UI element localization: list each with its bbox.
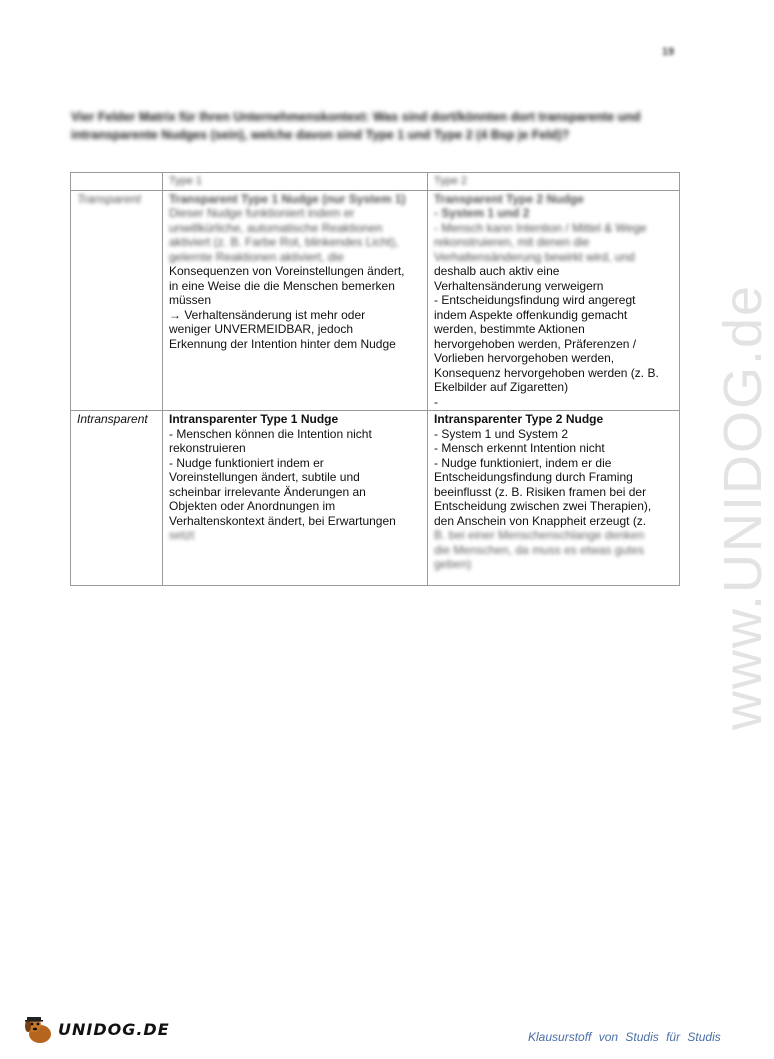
cell-line: - System 1 und System 2: [434, 426, 569, 441]
logo-text: UNIDOG.DE: [58, 1019, 170, 1039]
watermark: www.UNIDOG.de: [713, 283, 773, 730]
cell-line: Vorlieben hervorgehoben werden,: [434, 351, 615, 365]
cell-transparent-type1: [163, 190, 428, 411]
row-transparent: [71, 190, 680, 411]
cell-line: unwillkürliche, automatische Reaktionen: [169, 220, 383, 235]
cell-line: Dieser Nudge funktioniert indem er: [169, 206, 355, 220]
header-type-1: Type 1: [163, 173, 428, 191]
spacer: [169, 543, 421, 555]
spacer: [169, 555, 421, 567]
cell-line: werden, bestimmte Aktionen: [434, 322, 585, 336]
cell-line: Verhaltensänderung bewirkt wird, und: [434, 249, 635, 264]
cell-line: Verhaltenskontext ändert, bei Erwartungen: [169, 513, 396, 528]
cell-line: - Mensch erkennt Intention nicht: [434, 441, 605, 455]
cell-line: rekonstruieren: [169, 441, 246, 455]
cell-line: → Verhaltensänderung ist mehr oder: [169, 307, 366, 322]
cell-line: -: [434, 394, 438, 409]
dog-icon: [22, 1012, 56, 1046]
cell-line: - Nudge funktioniert, indem er die: [434, 455, 612, 470]
cell-line: Konsequenzen von Voreinstellungen ändert,: [169, 264, 405, 278]
blurred-block: [169, 192, 421, 265]
header-row: [71, 173, 680, 191]
spacer: [434, 572, 673, 584]
cell-line: Objekten oder Anordnungen im: [169, 499, 336, 513]
cell-line: Voreinstellungen ändert, subtile und: [169, 470, 360, 484]
cell-line: Entscheidung zwischen zwei Therapien),: [434, 499, 652, 513]
cell-line: - Menschen können die Intention nicht: [169, 426, 372, 441]
unidog-logo: [22, 1012, 170, 1046]
page-number: 19: [662, 46, 675, 58]
cell-line: Verhaltensänderung verweigern: [434, 278, 604, 293]
cell-line: gelernte Reaktionen aktiviert, die: [169, 249, 344, 264]
cell-line: Erkennung der Intention hinter dem Nudge: [169, 336, 396, 351]
cell-line: geben): [434, 557, 472, 571]
footer-slogan: Klausurstoff von Studis für Studis: [528, 1030, 721, 1044]
cell-line: scheinbar irrelevante Änderungen an: [169, 484, 366, 499]
header-type-2: Type 2: [428, 173, 680, 191]
cell-line: die Menschen, da muss es etwas gutes: [434, 542, 645, 557]
row-intransparent: [71, 411, 680, 586]
cell-line: weniger UNVERMEIDBAR, jedoch: [169, 322, 354, 336]
header-empty: [71, 173, 163, 191]
cell-title: Transparent Type 2 Nudge: [434, 191, 584, 206]
cell-title: Transparent Type 1 Nudge (nur System 1): [169, 191, 406, 206]
cell-line: - Entscheidungsfindung wird angeregt: [434, 293, 636, 307]
cell-subtitle: - System 1 und 2: [434, 206, 530, 220]
cell-line: hervorgehoben werden, Präferenzen /: [434, 336, 637, 351]
spacer: [169, 567, 421, 579]
cell-line: setzt: [169, 528, 195, 542]
cell-line: beeinflusst (z. B. Risiken framen bei der: [434, 484, 647, 499]
cell-line: indem Aspekte offenkundig gemacht: [434, 307, 628, 322]
cell-line: Ekelbilder auf Zigaretten): [434, 380, 569, 394]
cell-line: - Nudge funktioniert indem er: [169, 455, 324, 470]
cell-line: Konsequenz hervorgehoben werden (z. B.: [434, 365, 659, 380]
row-label-intransparent: Intransparent: [71, 411, 163, 586]
cell-line: B. bei einer Menschenschlange denken: [434, 528, 645, 542]
cell-line: den Anschein von Knappheit erzeugt (z.: [434, 513, 647, 528]
four-field-matrix: [70, 172, 680, 586]
row-label-transparent: Transparent: [71, 190, 163, 411]
cell-line: Entscheidungsfindung durch Framing: [434, 470, 633, 484]
cell-line: müssen: [169, 293, 212, 307]
cell-title: Intransparenter Type 2 Nudge: [434, 412, 604, 426]
question-heading: Vier Felder Matrix für Ihren Unternehmenskontext: Was sind dort/könnten dort transparente und intransparente Nudges (sein), welche davon sind Type 1 und Type 2 (4 Bsp je Feld)?: [71, 110, 641, 142]
cell-intransparent-type2: [428, 411, 680, 586]
blurred-block: [434, 192, 673, 265]
cell-line: deshalb auch aktiv eine: [434, 264, 560, 278]
cell-line: in eine Weise die die Menschen bemerken: [169, 278, 395, 293]
cell-title: Intransparenter Type 1 Nudge: [169, 412, 339, 426]
cell-transparent-type2: [428, 190, 680, 411]
cell-line: aktiviert (z. B. Farbe Rot, blinkendes Licht),: [169, 235, 399, 249]
cell-line: - Mensch kann Intention / Mittel & Wege: [434, 220, 647, 235]
cell-line: rekonstruieren, mit denen die: [434, 235, 590, 249]
cell-intransparent-type1: [163, 411, 428, 586]
